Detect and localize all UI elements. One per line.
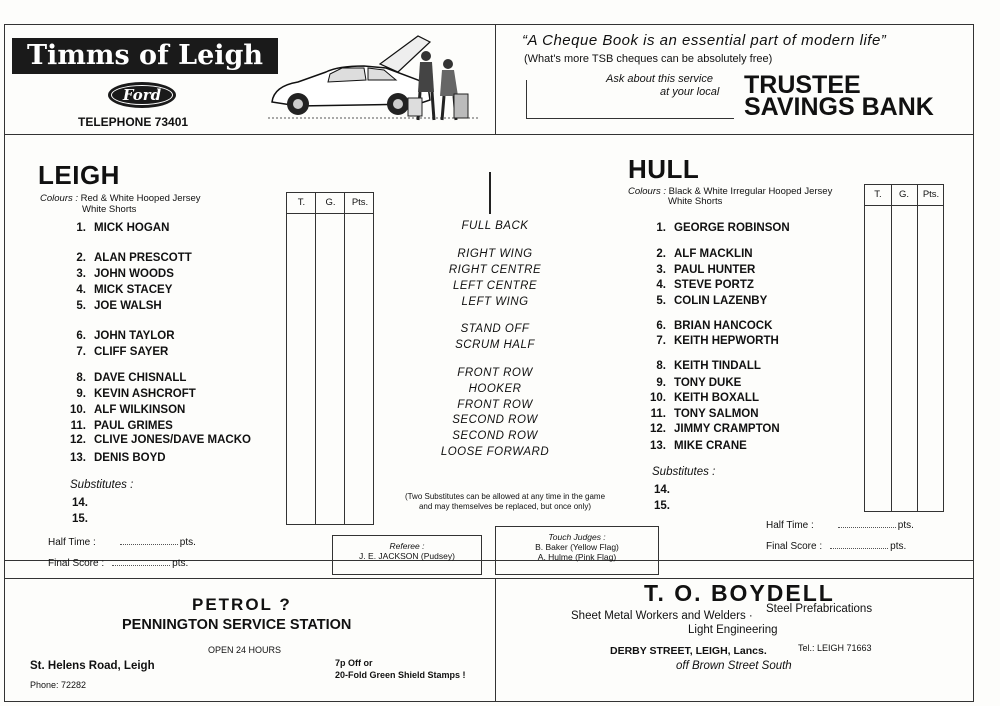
player-number: 10. [70,404,86,416]
leigh-colours-line2: White Shorts [82,204,137,215]
player-number: 2. [76,252,86,264]
player-number: 5. [656,295,666,307]
player-name: ALF WILKINSON [94,404,186,416]
player-name: CLIFF SAYER [94,346,169,358]
leigh-player [64,404,185,416]
hull-colours [628,186,832,197]
leigh-player [64,346,168,358]
player-name: JOHN TAYLOR [94,330,175,342]
player-number: 4. [656,279,666,291]
player-number: 13. [70,452,86,464]
bank-name-line-2: SAVINGS BANK [744,93,934,121]
player-number: 10. [650,392,666,404]
telephone: TELEPHONE 73401 [78,115,189,129]
player-name: CLIVE JONES/DAVE MACKO [94,434,251,446]
hull-player [644,423,780,435]
player-number: 12. [70,434,86,446]
player-name: ALAN PRESCOTT [94,252,192,264]
hull-player [644,440,747,452]
player-name: JOHN WOODS [94,268,174,280]
footer-inner-divider [4,578,974,579]
player-name: DENIS BOYD [94,452,166,464]
player-name: MICK STACEY [94,284,173,296]
leigh-colours-line1: Red & White Hooped Jersey [80,193,201,204]
position-label: FULL BACK [461,220,529,232]
position-label: LEFT CENTRE [452,280,538,292]
leigh-colours [40,193,201,204]
hull-player [644,295,767,307]
offer-line-1: 7p Off or [335,658,373,668]
touch-judges-box: Touch Judges : B. Baker (Yellow Flag) A. Hulme (Pink Flag) [495,526,659,575]
hull-player [644,222,790,234]
player-number: 3. [76,268,86,280]
player-number: 9. [76,388,86,400]
hull-player [644,279,754,291]
boydell-title: T. O. BOYDELL [644,580,835,606]
position-label: FRONT ROW [457,367,533,379]
position-label: SECOND ROW [452,414,538,426]
player-number: 13. [650,440,666,452]
leigh-half-time: Half Time : pts. [48,537,196,548]
position-label: LOOSE FORWARD [440,446,550,458]
player-name: JOE WALSH [94,300,162,312]
bank-left-rule [526,80,527,118]
position-label: RIGHT WING [457,248,533,260]
hull-title: HULL [628,154,700,184]
leigh-player [64,222,169,234]
player-number: 2. [656,248,666,260]
station-address: St. Helens Road, Leigh [30,660,155,672]
hull-player [644,408,759,420]
leigh-sub-14: 14. [72,497,88,509]
leigh-t-header: T. [297,197,306,208]
leigh-colours-label: Colours : [40,193,79,204]
hull-player [644,377,741,389]
boydell-line-2: Light Engineering [688,624,778,636]
player-name: KEITH BOXALL [674,392,759,404]
player-name: ALF MACKLIN [674,248,753,260]
bank-sub-slogan: (What's more TSB cheques can be absolutely free) [524,53,773,65]
player-name: KEITH HEPWORTH [674,335,779,347]
player-number: 11. [650,408,666,420]
player-number: 6. [76,330,86,342]
position-label: LEFT WING [461,296,529,308]
hull-substitutes-label: Substitutes : [652,466,716,478]
hull-final-score: Final Score : pts. [766,541,907,552]
leigh-substitutes-label: Substitutes : [70,479,134,491]
position-label: FRONT ROW [457,399,533,411]
player-number: 1. [656,222,666,234]
ask-line-2: at your local [660,86,720,98]
hull-colours-line2: White Shorts [668,196,723,207]
position-label: HOOKER [468,383,522,395]
player-name: JIMMY CRAMPTON [674,423,780,435]
timms-logo: Timms of Leigh [12,38,278,74]
player-number: 11. [70,420,86,432]
boydell-address: DERBY STREET, LEIGH, Lancs. [610,645,767,657]
leigh-player [64,420,173,432]
offer-line-2: 20-Fold Green Shield Stamps ! [335,670,466,680]
leigh-player [64,300,162,312]
hull-score-table [864,184,944,512]
hull-player [644,335,779,347]
player-name: COLIN LAZENBY [674,295,768,307]
leigh-pts-header: Pts. [351,197,369,208]
player-name: STEVE PORTZ [674,279,754,291]
boydell-off: off Brown Street South [676,660,792,672]
player-name: BRIAN HANCOCK [674,320,773,332]
player-name: PAUL GRIMES [94,420,173,432]
header-divider [4,134,974,135]
player-name: MIKE CRANE [674,440,747,452]
player-number: 7. [76,346,86,358]
hull-half-time: Half Time : pts. [766,520,914,531]
player-number: 1. [76,222,86,234]
boydell-line-1: Sheet Metal Workers and Welders · Steel Prefabrications [571,603,873,622]
open-hours: OPEN 24 HOURS [208,645,282,655]
header-vertical-divider [495,24,496,134]
service-station: PENNINGTON SERVICE STATION [122,617,352,633]
leigh-player [64,330,175,342]
hull-g-header: G. [898,189,910,200]
leigh-player [64,268,174,280]
leigh-player [64,388,196,400]
hull-player [644,264,755,276]
position-label: STAND OFF [460,323,530,335]
player-number: 9. [656,377,666,389]
player-number: 4. [76,284,86,296]
position-label: SCRUM HALF [455,339,535,351]
player-name: MICK HOGAN [94,222,170,234]
player-name: PAUL HUNTER [674,264,756,276]
leigh-sub-15: 15. [72,513,88,525]
petrol-title: PETROL ? [192,595,292,614]
player-number: 8. [76,372,86,384]
player-name: GEORGE ROBINSON [674,222,790,234]
position-label: RIGHT CENTRE [448,264,542,276]
player-name: KEVIN ASHCROFT [94,388,196,400]
ford-logo: Ford [108,82,176,108]
hull-player [644,248,753,260]
player-number: 6. [656,320,666,332]
player-number: 12. [650,423,666,435]
bank-underline [526,118,734,119]
player-name: DAVE CHISNALL [94,372,187,384]
ask-line-1: Ask about this service [606,73,713,85]
player-name: TONY DUKE [674,377,742,389]
player-number: 8. [656,360,666,372]
position-label: SECOND ROW [452,430,538,442]
player-name: TONY SALMON [674,408,759,420]
subs-note: (Two Substitutes can be allowed at any time in the game and may themselves be replaced, but once only) [404,492,606,511]
hull-player [644,392,759,404]
player-number: 7. [656,335,666,347]
hull-sub-14: 14. [654,484,670,496]
player-name: KEITH TINDALL [674,360,761,372]
leigh-player [64,284,172,296]
leigh-player [64,434,251,446]
leigh-player [64,252,192,264]
hull-sub-15: 15. [654,500,670,512]
hull-player [644,320,772,332]
boydell-tel: Tel.: LEIGH 71663 [798,643,872,653]
hull-colours-line1: Black & White Irregular Hooped Jersey [668,186,833,197]
leigh-final-score: Final Score : pts. [48,558,189,569]
footer-vertical-divider [495,578,496,702]
leigh-g-header: G. [325,197,336,208]
hull-pts-header: Pts. [922,189,940,200]
leigh-player [64,372,186,384]
player-number: 3. [656,264,666,276]
player-number: 5. [76,300,86,312]
car-illustration [268,34,478,126]
bank-slogan: “A Cheque Book is an essential part of modern life” [522,32,887,49]
centre-fold-mark [489,172,491,214]
leigh-player [64,452,166,464]
hull-t-header: T. [874,189,882,200]
leigh-title: LEIGH [38,160,120,190]
hull-player [644,360,761,372]
referee-box: Referee : J. E. JACKSON (Pudsey) [332,535,482,575]
hull-colours-label: Colours : [628,186,667,197]
leigh-score-table [286,192,374,525]
bank-name-line-1: TRUSTEE [744,71,861,99]
station-phone: Phone: 72282 [30,680,87,690]
